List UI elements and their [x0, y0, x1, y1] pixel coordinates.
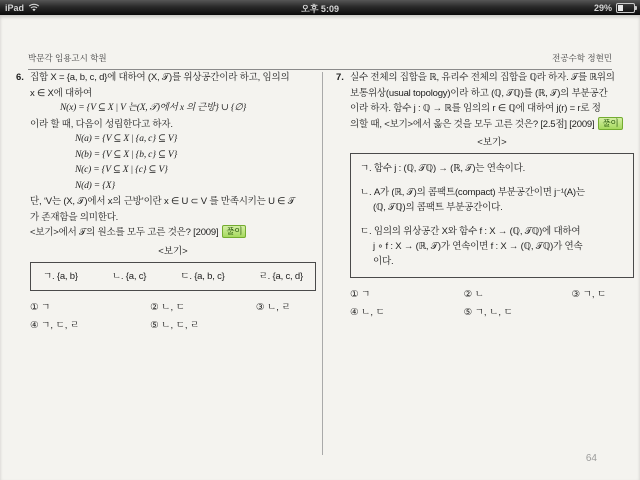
bogi-box-6 [30, 262, 316, 291]
problem-7 [336, 70, 634, 320]
option-3: ③ ㄱ, ㄷ [571, 289, 607, 300]
problem-6-line: x ∈ X에 대하여 [30, 87, 92, 99]
page-number: 64 [585, 453, 597, 464]
problem-7-line: 실수 전체의 집합을 ℝ, 유리수 전체의 집합을 ℚ라 하자. 𝒯를 ℝ위의 [350, 72, 615, 83]
formula-neighborhood-definition: N(x) = {V ⊆ X | V 는(X, 𝒯)에서 x 의 근방} ∪ {∅} [60, 103, 247, 113]
device-label: iPad [5, 2, 25, 13]
option-5: ⑤ ㄴ, ㄷ, ㄹ [150, 319, 200, 331]
problem-6 [16, 70, 316, 333]
answer-options-7 [350, 287, 634, 320]
bogi-item-g: ㄱ. {a, b} [43, 270, 78, 282]
problem-6-question-text: <보기>에서 𝒯의 원소를 모두 고른 것은? [2009] [30, 227, 219, 238]
problem-6-question [30, 225, 316, 241]
problem-6-number: 6. [16, 72, 24, 83]
formula-N-b: N(b) = {V ⊆ X | {b, c} ⊆ V} [75, 149, 178, 160]
option-3: ③ ㄴ, ㄹ [255, 301, 291, 313]
bogi-item-d: ㄷ. {a, b, c} [180, 270, 225, 282]
document-page [0, 15, 640, 480]
formula-N-c: N(c) = {V ⊆ X | {c} ⊆ V} [75, 165, 168, 175]
option-5: ⑤ ㄱ, ㄴ, ㄷ [463, 307, 513, 318]
bogi-item-d-line: j ∘ f : X → (ℝ, 𝒯)가 연속이면 f : X → (ℚ, 𝒯ℚ)가 연속 [373, 241, 583, 252]
bogi-item-g-line: ㄱ. 함수 j : (ℚ, 𝒯ℚ) → (ℝ, 𝒯)는 연속이다. [360, 163, 526, 174]
problem-7-number: 7. [336, 72, 344, 83]
bogi-item-n: ㄴ. {a, c} [111, 270, 147, 282]
problem-6-line: 집합 X = {a, b, c, d}에 대하여 (X, 𝒯)를 위상공간이라 하고, 임의의 [30, 72, 290, 83]
header-subject-author: 전공수학 정현민 [552, 53, 612, 63]
status-bar [0, 0, 640, 15]
formula-N-d: N(d) = {X} [75, 180, 115, 191]
bogi-item-d-line: ㄷ. 임의의 위상공간 X와 함수 f : X → (ℚ, 𝒯ℚ)에 대하여 [360, 226, 581, 237]
bogi-item-n-line: ㄴ. A가 (ℝ, 𝒯)의 콤팩트(compact) 부분공간이면 j⁻¹(A)는 [360, 187, 585, 198]
problem-6-line: 이라 할 때, 다음이 성립한다고 하자. [30, 118, 173, 130]
problem-7-line: 이라 하자. 함수 j : ℚ → ℝ를 임의의 r ∈ ℚ에 대하여 j(r) = r로 정 [350, 103, 601, 114]
bogi-item-d-line: 이다. [373, 256, 394, 267]
bogi-item-n-line: (ℚ, 𝒯ℚ)의 콤팩트 부분공간이다. [373, 202, 503, 213]
problem-7-question [350, 117, 634, 133]
option-2: ② ㄴ [463, 289, 484, 300]
answer-options-6 [30, 300, 316, 333]
clock: 오후 5:09 [301, 4, 339, 14]
column-divider [322, 72, 323, 455]
wifi-icon [28, 3, 40, 12]
problem-6-line: 가 존재함을 의미한다. [30, 211, 119, 223]
option-1: ① ㄱ [350, 289, 371, 300]
bogi-label-7: <보기> [477, 137, 507, 148]
battery-percent: 29% [593, 2, 612, 13]
header-academy: 박문각 임용고시 학원 [28, 53, 107, 63]
bogi-item-r: ㄹ. {a, c, d} [258, 270, 303, 282]
option-4: ④ ㄱ, ㄷ, ㄹ [30, 319, 80, 331]
problem-7-line: 보통위상(usual topology)이라 하고 (ℚ, 𝒯ℚ)를 (ℝ, 𝒯)의 부분공간 [350, 87, 608, 99]
option-2: ② ㄴ, ㄷ [150, 301, 185, 313]
option-4: ④ ㄴ, ㄷ [350, 307, 385, 318]
option-1: ① ㄱ [30, 301, 51, 313]
formula-N-a: N(a) = {V ⊆ X | {a, c} ⊆ V} [75, 134, 178, 144]
problem-7-question-text: 의할 때, <보기>에서 옳은 것을 모두 고른 것은? [2.5점] [2009] [350, 118, 595, 130]
solution-button-6[interactable]: 풀이 [222, 225, 246, 238]
battery-icon [616, 3, 635, 13]
solution-button-7[interactable]: 풀이 [598, 117, 622, 130]
bogi-box-7 [350, 153, 634, 278]
bogi-label-6: <보기> [158, 245, 188, 257]
problem-6-line: 단, ‘V는 (X, 𝒯)에서 x의 근방’이란 x ∈ U ⊂ V 를 만족시키는 U ∈ 𝒯 [30, 196, 295, 207]
document-header [28, 52, 612, 70]
